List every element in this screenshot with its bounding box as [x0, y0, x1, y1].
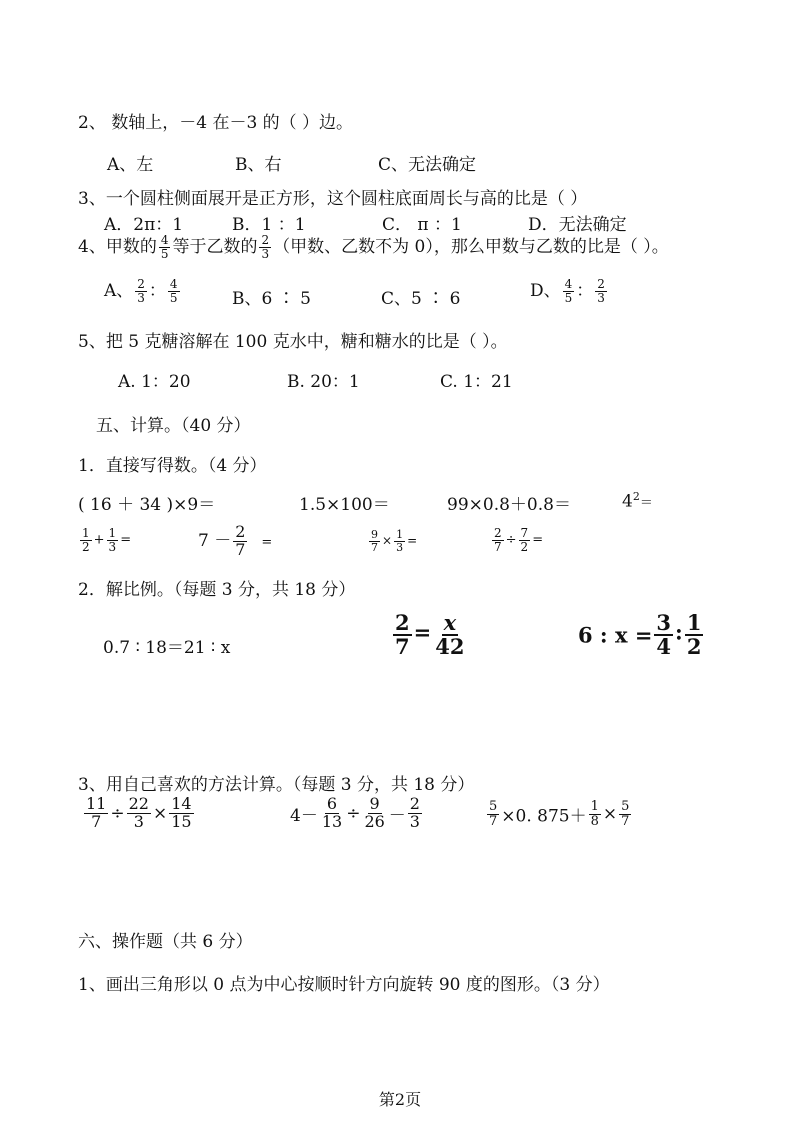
calc3-expr3: $\frac{5}{7}$ ×0. 875＋ $\frac{1}{8}$ × $\frac{5}{7}$ — [489, 799, 630, 829]
q2-option-a: A、左 — [107, 155, 154, 175]
proportion-3: 6 : x = $\frac{3}{4}$ : $\frac{1}{2}$ — [578, 610, 702, 660]
q4-suffix: （甲数、乙数不为 0），那么甲数与乙数的比是（ ）。 — [273, 237, 669, 257]
q3-option-a: A．2π：1 — [104, 215, 184, 235]
section-6-q1: 1、画出三角形以 0 点为中心按顺时针方向旋转 90 度的图形。（3 分） — [78, 975, 610, 995]
section-6-title: 六、操作题（共 6 分） — [78, 932, 253, 952]
q4-middle: 等于乙数的 — [172, 237, 258, 257]
q4-fraction-2: $\frac{2}{3}$ — [261, 233, 270, 261]
section-5-part-2-title: 2．解比例。（每题 3 分，共 18 分） — [78, 580, 356, 600]
q3-option-d: D．无法确定 — [528, 215, 627, 235]
calc-row1-expr2: 1.5×100＝ — [299, 495, 390, 515]
calc-row2-expr4: $\frac{2}{7}$ ÷ $\frac{7}{2}$ = — [494, 526, 544, 554]
q5-option-a: A. 1：20 — [118, 372, 191, 392]
q4-d-fraction-1: $\frac{4}{5}$ — [564, 277, 573, 305]
q3-stem: 3、一个圆柱侧面展开是正方形，这个圆柱底面周长与高的比是（ ） — [78, 189, 588, 209]
q3-option-c: C． π ：1 — [382, 215, 462, 235]
q4-option-b: B、6 ∶ 5 — [232, 289, 311, 309]
q5-option-c: C. 1：21 — [440, 372, 513, 392]
q4-a-fraction-1: $\frac{2}{3}$ — [137, 277, 145, 305]
q3-option-b: B．1 ：1 — [232, 215, 306, 235]
q4-option-a: A、 $\frac{2}{3}$ ： $\frac{4}{5}$ — [104, 277, 178, 305]
calc3-expr2: 4－ $\frac{6}{13}$ ÷ $\frac{9}{26}$ － $\frac{2}{3}$ — [290, 794, 420, 831]
proportion-2: $\frac{2}{7}$ = $\frac{x}{42}$ — [395, 610, 465, 660]
calc-row2-expr2: 7 － $\frac{2}{7}$ = — [198, 522, 273, 559]
section-5-part-3-title: 3、用自己喜欢的方法计算。（每题 3 分，共 18 分） — [78, 775, 475, 795]
q5-option-b: B. 20：1 — [287, 372, 360, 392]
q2-option-c: C、无法确定 — [378, 155, 477, 175]
calc-row2-expr1: $\frac{1}{2}$ + $\frac{1}{3}$ = — [82, 526, 132, 554]
q4-option-d: D、 $\frac{4}{5}$ ： $\frac{2}{3}$ — [530, 277, 605, 305]
q5-stem: 5、把 5 克糖溶解在 100 克水中，糖和糖水的比是（ ）。 — [78, 332, 508, 352]
section-5-part-1-title: 1．直接写得数。（4 分） — [78, 456, 267, 476]
calc-row1-expr4: $4^2=$ — [622, 490, 653, 512]
q4-fraction-1: $\frac{4}{5}$ — [160, 233, 169, 261]
q4-stem — [78, 232, 669, 261]
q4-option-c: C、5 ∶ 6 — [381, 289, 461, 309]
page-number: 第2页 — [378, 1090, 422, 1109]
calc-row1-expr3: 99×0.8＋0.8＝ — [447, 495, 571, 515]
q4-d-fraction-2: $\frac{2}{3}$ — [597, 277, 605, 305]
q4-prefix: 4、甲数的 — [78, 237, 157, 257]
proportion-1: 0.7 ∶ 18＝21 ∶ x — [103, 638, 231, 658]
q2-option-b: B、右 — [235, 155, 282, 175]
calc3-expr1: $\frac{11}{7}$ ÷ $\frac{22}{3}$ × $\frac{14}{15}$ — [86, 794, 192, 831]
q2-stem: 2、 数轴上，－4 在－3 的（ ）边。 — [78, 113, 354, 133]
calc-row1-expr1: ( 16 ＋ 34 )×9＝ — [78, 495, 216, 515]
calc-row2-expr3: $\frac{9}{7}$ × $\frac{1}{3}$ = — [371, 528, 418, 554]
section-5-title: 五、计算。（40 分） — [96, 416, 251, 436]
q4-a-fraction-2: $\frac{4}{5}$ — [169, 277, 178, 305]
